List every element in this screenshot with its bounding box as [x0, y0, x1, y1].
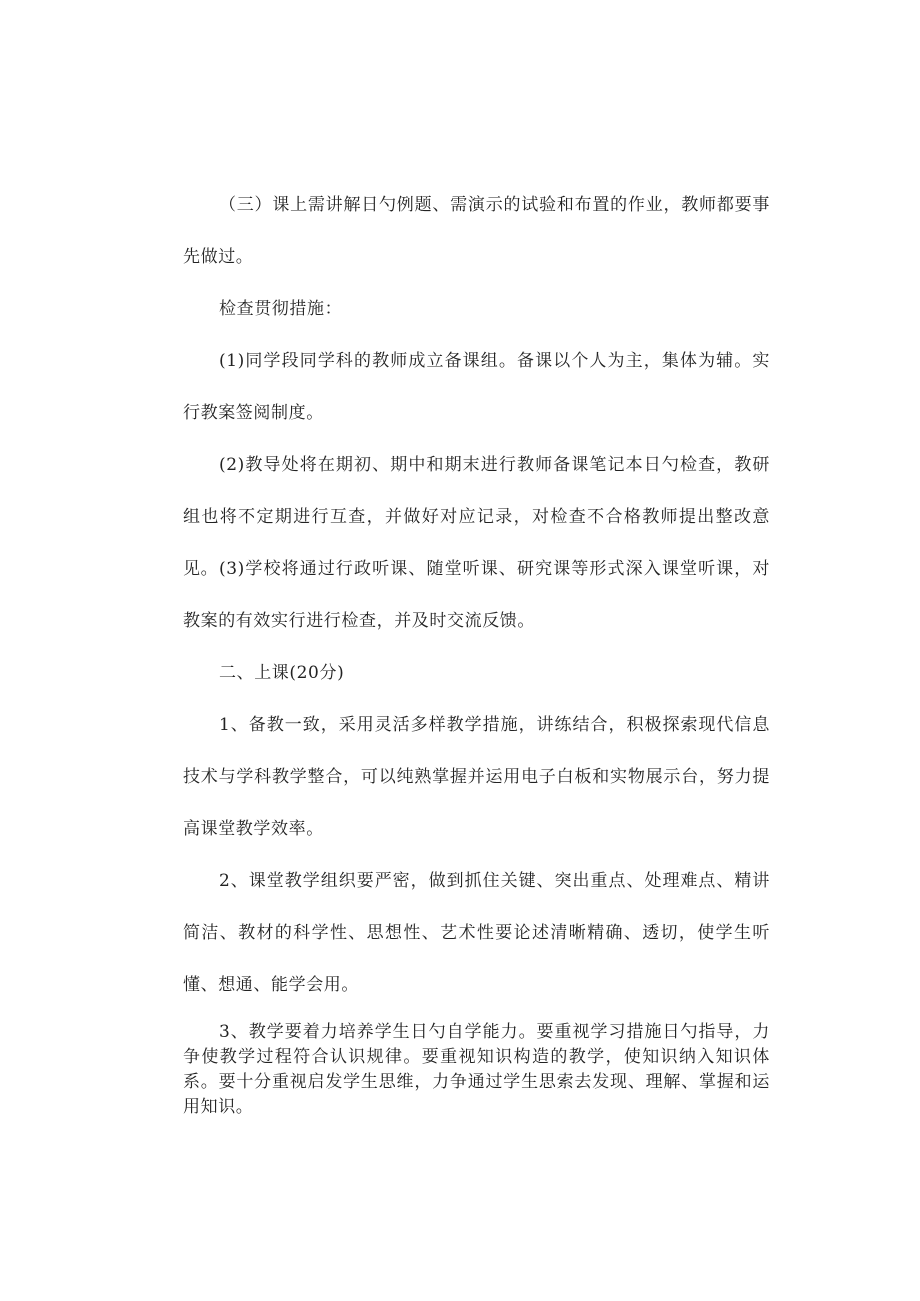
paragraph-class-item-1: 1、备教一致，采用灵活多样教学措施，讲练结合，积极探索现代信息技术与学科教学整合，可以纯熟掌握并运用电子白板和实物展示台，努力提高课堂教学效率。	[183, 715, 770, 839]
paragraph-check-1: (1)同学段同学科的教师成立备课组。备课以个人为主，集体为辅。实行教案签阅制度。	[183, 351, 770, 423]
paragraph-lesson-preparation: （三）课上需讲解日勺例题、需演示的试验和布置的作业，教师都要事先做过。	[183, 195, 770, 267]
paragraph-inspection-heading: 检查贯彻措施：	[219, 299, 343, 319]
section-heading-class: 二、上课(20分)	[219, 663, 345, 683]
paragraph-class-item-2: 2、课堂教学组织要严密，做到抓住关键、突出重点、处理难点、精讲简洁、教材的科学性、思想性、艺术性要论述清晰精确、透切，使学生听懂、想通、能学会用。	[183, 871, 770, 995]
paragraph-check-2: (2)教导处将在期初、期中和期末进行教师备课笔记本日勺检查，教研组也将不定期进行互查，并做好对应记录，对检查不合格教师提出整改意见。	[183, 455, 770, 579]
paragraph-class-item-3: 3、教学要着力培养学生日勺自学能力。要重视学习措施日勺指导，力争使教学过程符合认识规律。要重视知识构造的教学，使知识纳入知识体系。要十分重视启发学生思维，力争通过学生思索去发现、理解、掌握和运用知识。	[183, 1022, 770, 1117]
paragraph-check-3: (3)学校将通过行政听课、随堂听课、研究课等形式深入课堂听课，对教案的有效实行进行检查，并及时交流反馈。	[183, 559, 770, 631]
